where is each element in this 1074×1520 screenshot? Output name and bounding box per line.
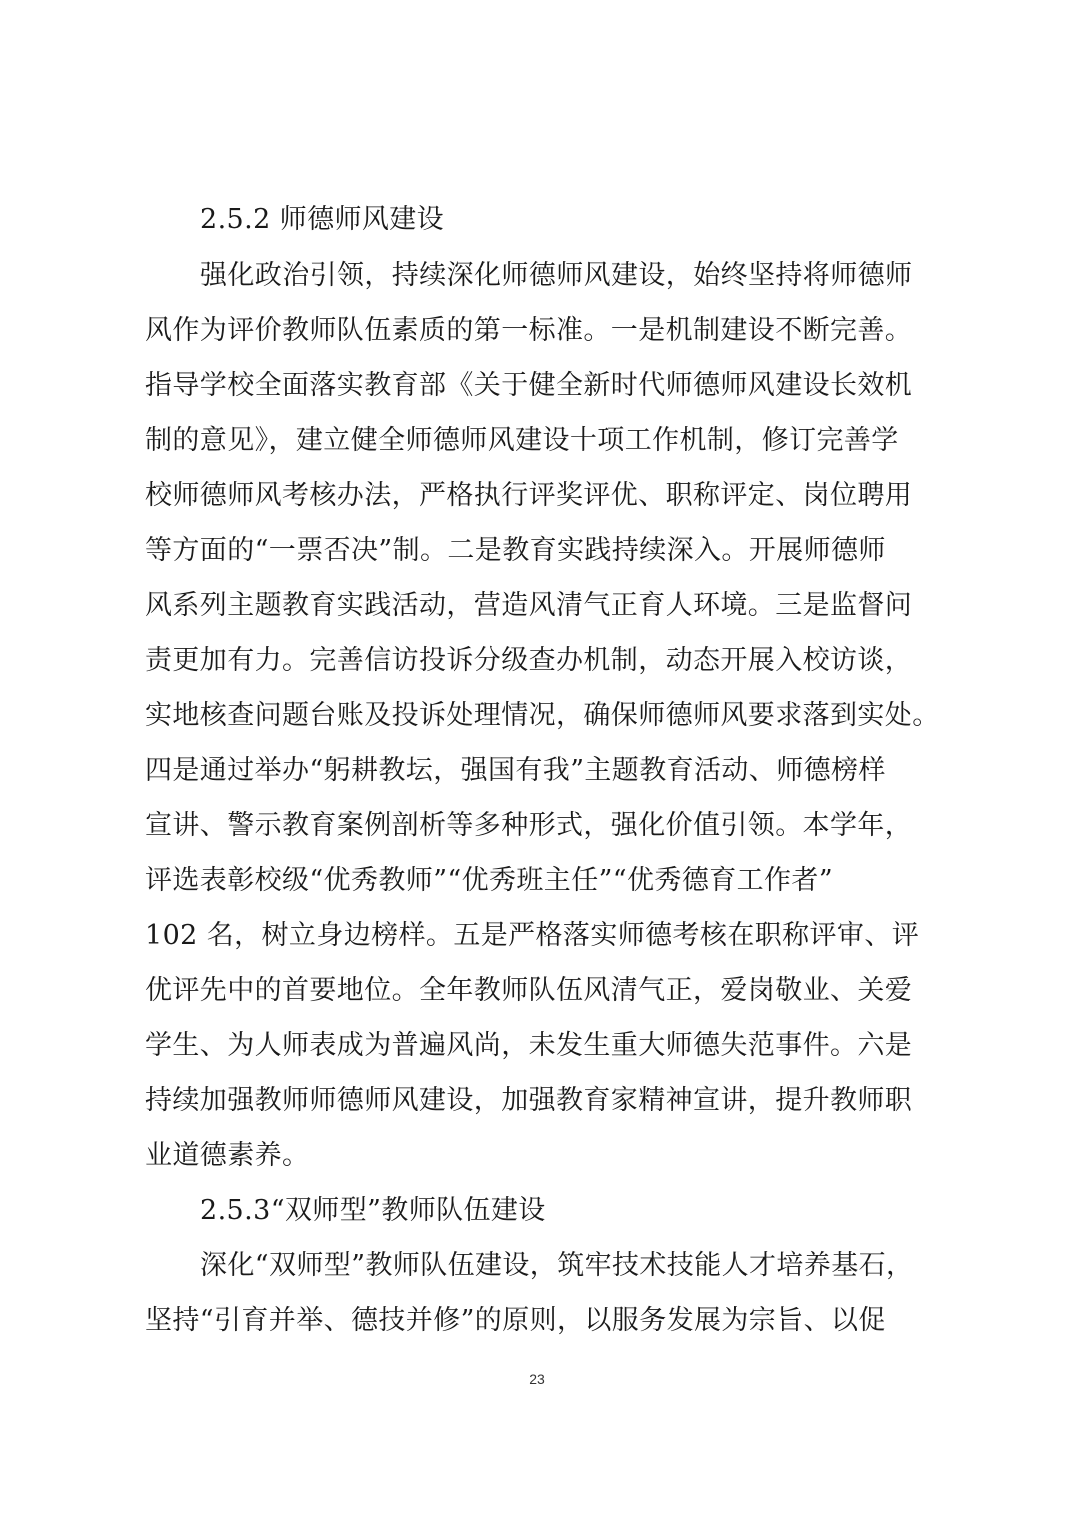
paragraph-line: 业道德素养。 [145, 1140, 310, 1171]
paragraph-line: 持续加强教师师德师风建设，加强教育家精神宣讲，提升教师职 [145, 1085, 913, 1116]
paragraph-line: 宣讲、警示教育案例剖析等多种形式，强化价值引领。本学年， [145, 810, 913, 841]
paragraph-line: 制的意见》，建立健全师德师风建设十项工作机制，修订完善学 [145, 425, 899, 456]
paragraph-line: 深化“双师型”教师队伍建设，筑牢技术技能人才培养基石， [200, 1250, 914, 1281]
paragraph-line: 风系列主题教育实践活动，营造风清气正育人环境。三是监督问 [145, 590, 913, 621]
paragraph-line: 坚持“引育并举、德技并修”的原则，以服务发展为宗旨、以促 [145, 1305, 886, 1336]
paragraph-line: 风作为评价教师队伍素质的第一标准。一是机制建设不断完善。 [145, 315, 913, 346]
section-heading: 2.5.2 师德师风建设 [200, 204, 445, 235]
paragraph-line: 指导学校全面落实教育部《关于健全新时代师德师风建设长效机 [145, 370, 913, 401]
paragraph-line: 强化政治引领，持续深化师德师风建设，始终坚持将师德师 [200, 260, 913, 291]
paragraph-line: 等方面的“一票否决”制。二是教育实践持续深入。开展师德师 [145, 535, 886, 566]
section-heading: 2.5.3“双师型”教师队伍建设 [200, 1195, 546, 1226]
paragraph-line: 责更加有力。完善信访投诉分级查办机制，动态开展入校访谈， [145, 645, 913, 676]
paragraph-line: 评选表彰校级“优秀教师”“优秀班主任”“优秀德育工作者” [145, 865, 834, 896]
paragraph-line: 实地核查问题台账及投诉处理情况，确保师德师风要求落到实处。 [145, 700, 940, 731]
paragraph-line: 优评先中的首要地位。全年教师队伍风清气正，爱岗敬业、关爱 [145, 975, 913, 1006]
paragraph-line: 学生、为人师表成为普遍风尚，未发生重大师德失范事件。六是 [145, 1030, 913, 1061]
paragraph-line: 102 名，树立身边榜样。五是严格落实师德考核在职称评审、评 [145, 920, 920, 951]
page-number: 23 [529, 1371, 545, 1387]
paragraph-line: 四是通过举办“躬耕教坛，强国有我”主题教育活动、师德榜样 [145, 755, 886, 786]
paragraph-line: 校师德师风考核办法，严格执行评奖评优、职称评定、岗位聘用 [145, 480, 913, 511]
